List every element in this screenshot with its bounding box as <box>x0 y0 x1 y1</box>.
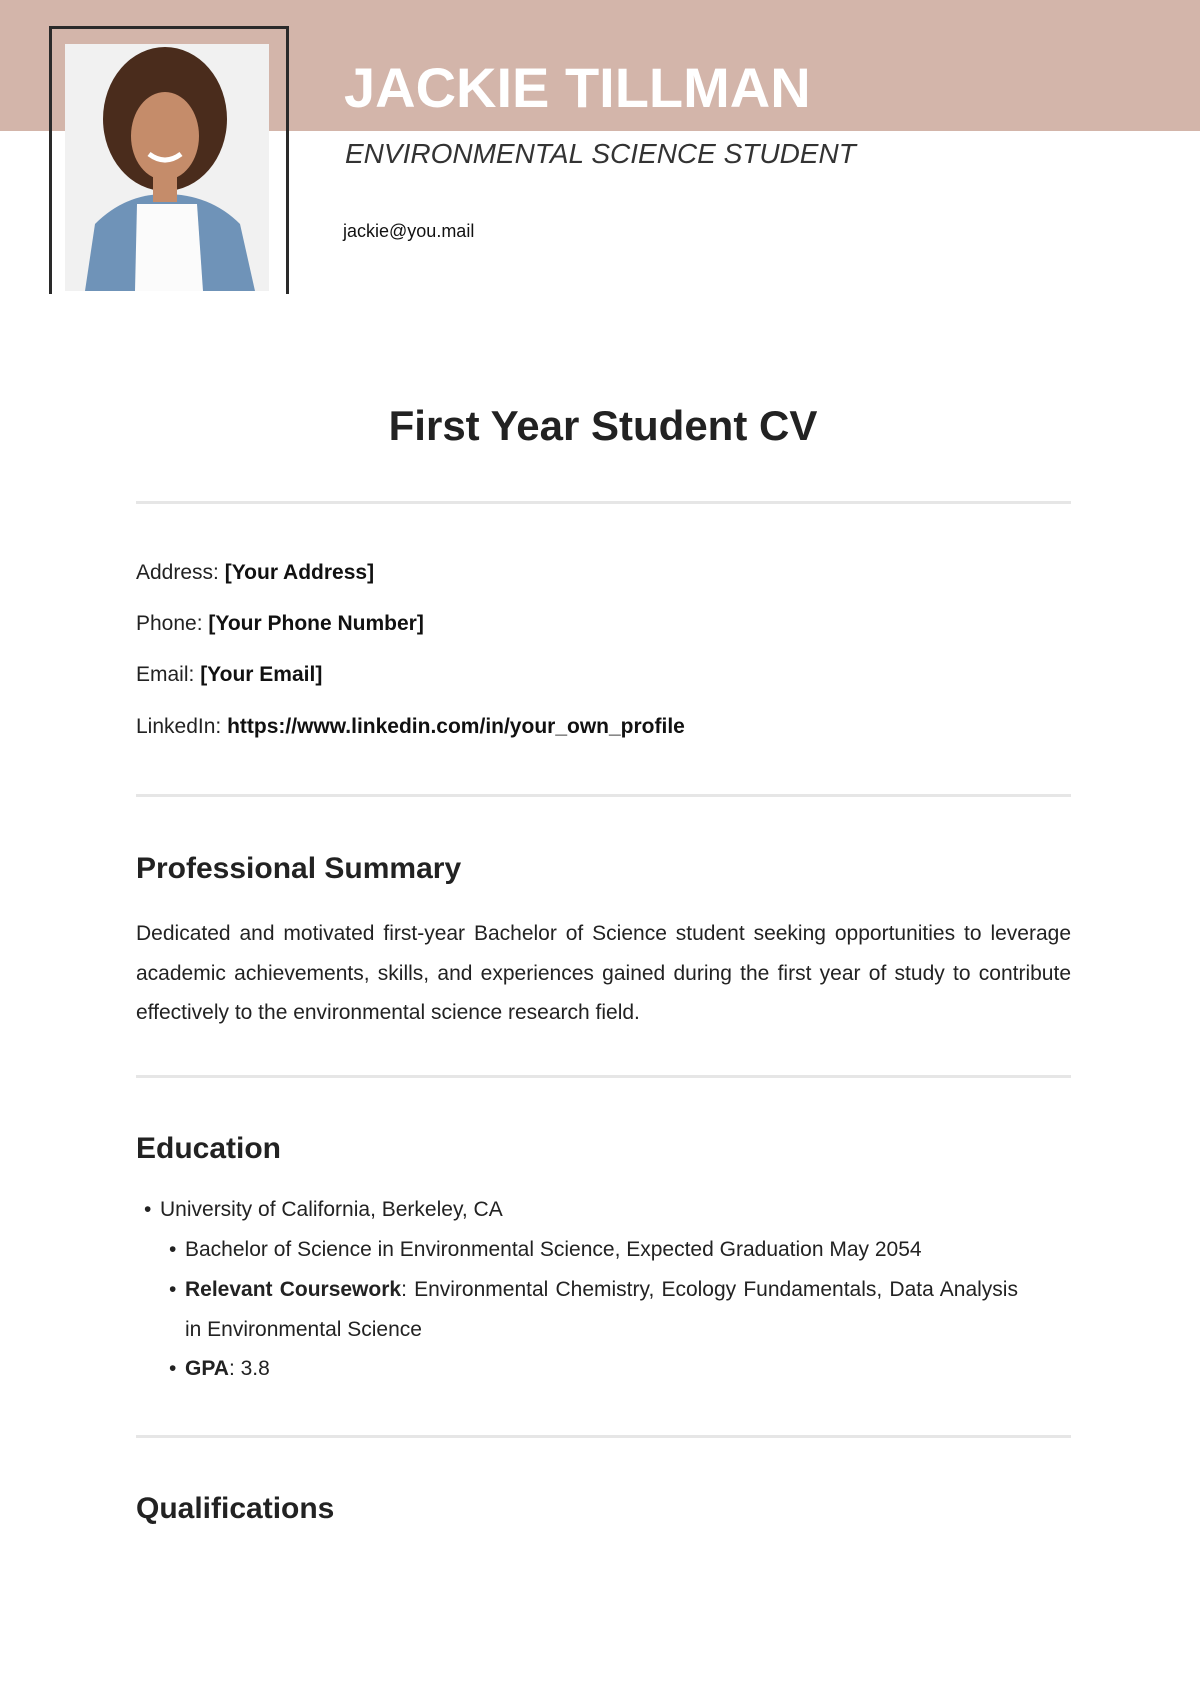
phone-label: Phone: <box>136 612 209 635</box>
phone-value: [Your Phone Number] <box>208 612 424 635</box>
education-gpa <box>185 1349 270 1389</box>
coursework-value: : Environmental Chemistry, Ecology Fundamentals, Data Analysis in Environmental Science <box>185 1278 1018 1341</box>
divider <box>136 501 1071 504</box>
contact-address <box>136 561 374 585</box>
contact-phone <box>136 612 424 636</box>
candidate-name: JACKIE TILLMAN <box>344 56 811 119</box>
gpa-label: GPA <box>185 1357 229 1380</box>
education-coursework <box>185 1270 1018 1349</box>
summary-heading: Professional Summary <box>136 852 462 885</box>
header-email: jackie@you.mail <box>343 221 475 241</box>
page-title: First Year Student CV <box>388 402 818 449</box>
education-school: • University of California, Berkeley, CA <box>160 1190 503 1230</box>
contact-linkedin <box>136 715 685 739</box>
email-label: Email: <box>136 663 201 686</box>
gpa-value: : 3.8 <box>228 1357 270 1380</box>
candidate-role: ENVIRONMENTAL SCIENCE STUDENT <box>345 138 856 169</box>
linkedin-link[interactable]: https://www.linkedin.com/in/your_own_profile <box>227 715 685 738</box>
linkedin-label: LinkedIn: <box>136 715 228 738</box>
address-label: Address: <box>136 561 225 584</box>
divider <box>136 1435 1071 1438</box>
contact-email <box>136 663 322 687</box>
divider <box>136 794 1071 797</box>
email-value: [Your Email] <box>200 663 323 686</box>
coursework-label: Relevant Coursework <box>185 1278 402 1301</box>
education-heading: Education <box>136 1132 282 1165</box>
summary-text: Dedicated and motivated first-year Bachelor of Science student seeking opportunities to leverage academic achievements, skills, and experiences gained during the first year of study to contribute effectively to the environmental science research field. <box>136 922 1071 1024</box>
education-degree: • Bachelor of Science in Environmental Science, Expected Graduation May 2054 <box>185 1230 1070 1270</box>
divider <box>136 1075 1071 1078</box>
qualifications-heading: Qualifications <box>136 1492 335 1525</box>
address-value: [Your Address] <box>224 561 375 584</box>
profile-photo <box>65 44 269 291</box>
